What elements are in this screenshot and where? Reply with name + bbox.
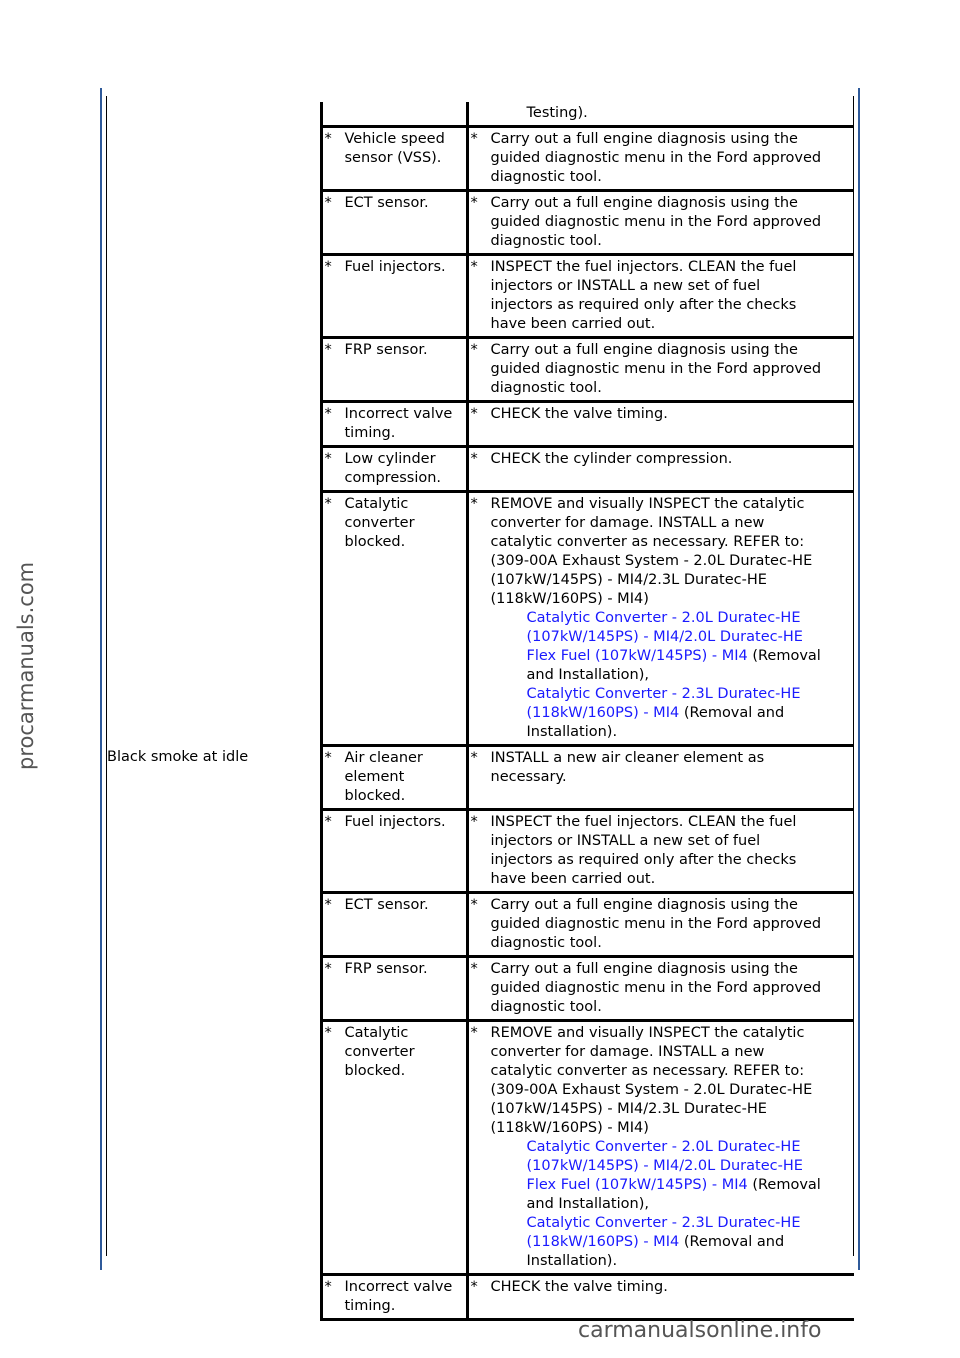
cause-cell	[321, 1021, 467, 1275]
action-line: guided diagnostic menu in the Ford approved	[490, 980, 822, 996]
symptom-cell	[106, 492, 321, 746]
action-line: (118kW/160PS) - MI4)	[490, 1120, 649, 1136]
action-line: have been carried out.	[490, 871, 656, 887]
reference-block	[491, 685, 821, 742]
table-row	[106, 447, 854, 492]
symptom-cell	[106, 127, 321, 191]
cause-item	[323, 960, 465, 979]
cause-line: Fuel injectors.	[344, 259, 446, 275]
page-frame-left	[100, 88, 102, 1270]
table-row	[106, 102, 854, 127]
symptom-cell	[106, 338, 321, 402]
action-cell	[467, 102, 854, 127]
action-cell	[467, 402, 854, 447]
bullet-star: *	[324, 195, 332, 211]
cause-item	[323, 258, 465, 277]
cause-line: Catalytic	[344, 496, 409, 512]
cause-line: timing.	[344, 425, 396, 441]
cause-line: Incorrect valve	[344, 406, 453, 422]
cause-line: compression.	[344, 470, 442, 486]
cause-line: converter	[344, 1044, 415, 1060]
action-item	[469, 258, 854, 334]
table-row	[106, 255, 854, 338]
cause-line: Catalytic	[344, 1025, 409, 1041]
bullet-star: *	[324, 406, 332, 422]
cause-line: Fuel injectors.	[344, 814, 446, 830]
table-row	[106, 1275, 854, 1320]
bullet-star: *	[470, 259, 478, 275]
cause-line: FRP sensor.	[344, 342, 428, 358]
bullet-star: *	[324, 451, 332, 467]
symptom-cell	[106, 102, 321, 127]
bullet-star: *	[324, 342, 332, 358]
symptom-cell	[106, 746, 321, 810]
reference-link[interactable]: Flex Fuel (107kW/145PS) - MI4	[526, 648, 748, 664]
action-line: Carry out a full engine diagnosis using the	[490, 897, 798, 913]
cause-item	[323, 450, 465, 488]
action-line: REMOVE and visually INSPECT the catalytic	[490, 1025, 805, 1041]
reference-link[interactable]: (107kW/145PS) - MI4/2.0L Duratec-HE	[526, 1158, 803, 1174]
cause-cell	[321, 102, 467, 127]
action-item	[469, 495, 854, 742]
bullet-star: *	[470, 1025, 478, 1041]
cause-cell	[321, 402, 467, 447]
action-line: guided diagnostic menu in the Ford approved	[490, 361, 822, 377]
cause-item	[323, 1024, 465, 1081]
cause-cell	[321, 255, 467, 338]
symptom-cell	[106, 1275, 321, 1320]
action-item	[469, 1024, 854, 1271]
action-cell	[467, 447, 854, 492]
cause-item	[323, 896, 465, 915]
cause-item	[323, 1278, 465, 1316]
action-item	[469, 194, 854, 251]
cause-line: timing.	[344, 1298, 396, 1314]
cause-item	[323, 194, 465, 213]
cause-cell	[321, 957, 467, 1021]
action-line: REMOVE and visually INSPECT the catalytic	[490, 496, 805, 512]
action-cell	[467, 957, 854, 1021]
action-item	[469, 341, 854, 398]
action-line: Carry out a full engine diagnosis using the	[490, 131, 798, 147]
reference-suffix: (Removal	[752, 648, 821, 664]
bullet-star: *	[470, 1279, 478, 1295]
cause-line: blocked.	[344, 788, 406, 804]
page-frame-right	[858, 88, 860, 1270]
diagnosis-table	[106, 102, 854, 1321]
reference-link[interactable]: Catalytic Converter - 2.0L Duratec-HE	[526, 1139, 801, 1155]
action-line: INSTALL a new air cleaner element as	[490, 750, 765, 766]
cause-line: Vehicle speed	[344, 131, 445, 147]
bullet-star: *	[324, 131, 332, 147]
action-line: diagnostic tool.	[490, 233, 602, 249]
action-line: (309-00A Exhaust System - 2.0L Duratec-HE	[490, 553, 813, 569]
bullet-spacer	[469, 104, 491, 123]
bullet-star: *	[470, 406, 478, 422]
cause-cell	[321, 447, 467, 492]
reference-suffix: and Installation),	[526, 1196, 649, 1212]
action-cell	[467, 492, 854, 746]
table-row	[106, 338, 854, 402]
cause-cell	[321, 127, 467, 191]
bullet-star: *	[470, 131, 478, 147]
action-line: CHECK the valve timing.	[490, 1279, 668, 1295]
cause-cell	[321, 492, 467, 746]
bullet-star: *	[324, 1279, 332, 1295]
action-cell	[467, 191, 854, 255]
bullet-star: *	[470, 342, 478, 358]
cause-line: ECT sensor.	[344, 195, 429, 211]
reference-block	[491, 1214, 821, 1271]
symptom-text: Black smoke at idle	[107, 748, 249, 765]
symptom-cell	[106, 810, 321, 893]
action-cell	[467, 127, 854, 191]
cause-line: Incorrect valve	[344, 1279, 453, 1295]
bullet-star: *	[470, 814, 478, 830]
action-item	[469, 749, 854, 787]
action-line: injectors or INSTALL a new set of fuel	[490, 278, 761, 294]
symptom-cell	[106, 957, 321, 1021]
bullet-star: *	[470, 897, 478, 913]
action-cell	[467, 1275, 854, 1320]
bullet-star: *	[324, 1025, 332, 1041]
bullet-star: *	[324, 496, 332, 512]
action-line: guided diagnostic menu in the Ford approved	[490, 916, 822, 932]
action-line: diagnostic tool.	[490, 935, 602, 951]
reference-suffix: Installation).	[526, 1253, 618, 1269]
action-line: (309-00A Exhaust System - 2.0L Duratec-HE	[490, 1082, 813, 1098]
cause-cell	[321, 810, 467, 893]
action-cell	[467, 810, 854, 893]
action-item	[469, 130, 854, 187]
bottom-watermark: carmanualsonline.info	[578, 1318, 822, 1343]
cause-item	[323, 813, 465, 832]
action-line: Carry out a full engine diagnosis using the	[490, 195, 798, 211]
action-line: diagnostic tool.	[490, 380, 602, 396]
action-line: injectors as required only after the checks	[490, 852, 797, 868]
cause-item	[323, 341, 465, 360]
action-line: Testing).	[526, 105, 588, 121]
side-watermark: procarmanuals.com	[14, 561, 38, 770]
action-line: have been carried out.	[490, 316, 656, 332]
table-row	[106, 1021, 854, 1275]
cause-line: converter	[344, 515, 415, 531]
action-item	[469, 1278, 854, 1297]
reference-link[interactable]: (107kW/145PS) - MI4/2.0L Duratec-HE	[526, 629, 803, 645]
bullet-star: *	[324, 961, 332, 977]
bullet-star: *	[470, 750, 478, 766]
action-line: Carry out a full engine diagnosis using the	[490, 961, 798, 977]
cause-line: blocked.	[344, 1063, 406, 1079]
cause-line: element	[344, 769, 405, 785]
action-line: Carry out a full engine diagnosis using the	[490, 342, 798, 358]
symptom-cell	[106, 191, 321, 255]
cause-line: Air cleaner	[344, 750, 423, 766]
action-line: (107kW/145PS) - MI4/2.3L Duratec-HE	[490, 1101, 767, 1117]
action-item	[469, 450, 854, 469]
reference-suffix: (Removal	[752, 1177, 821, 1193]
bullet-star: *	[324, 750, 332, 766]
cause-cell	[321, 338, 467, 402]
bullet-star: *	[470, 961, 478, 977]
action-line: guided diagnostic menu in the Ford approved	[490, 150, 822, 166]
action-line: catalytic converter as necessary. REFER to:	[490, 1063, 805, 1079]
action-cell	[467, 1021, 854, 1275]
bullet-star: *	[324, 259, 332, 275]
action-line: injectors as required only after the checks	[490, 297, 797, 313]
reference-link[interactable]: Catalytic Converter - 2.0L Duratec-HE	[526, 610, 801, 626]
action-line: CHECK the cylinder compression.	[490, 451, 733, 467]
cause-item	[323, 130, 465, 168]
symptom-cell	[106, 255, 321, 338]
table-row	[106, 191, 854, 255]
action-item	[469, 813, 854, 889]
action-line: diagnostic tool.	[490, 999, 602, 1015]
action-cell	[467, 893, 854, 957]
symptom-cell	[106, 1021, 321, 1275]
bullet-star: *	[324, 897, 332, 913]
action-line: CHECK the valve timing.	[490, 406, 668, 422]
cause-cell	[321, 893, 467, 957]
action-line: INSPECT the fuel injectors. CLEAN the fuel	[490, 814, 797, 830]
action-line: (118kW/160PS) - MI4)	[490, 591, 649, 607]
action-line: (107kW/145PS) - MI4/2.3L Duratec-HE	[490, 572, 767, 588]
symptom-cell	[106, 447, 321, 492]
cause-line: sensor (VSS).	[344, 150, 442, 166]
action-cell	[467, 746, 854, 810]
action-line: injectors or INSTALL a new set of fuel	[490, 833, 761, 849]
reference-suffix: (Removal and	[683, 705, 785, 721]
reference-link[interactable]: (118kW/160PS) - MI4	[526, 705, 680, 721]
reference-link[interactable]: Catalytic Converter - 2.3L Duratec-HE	[526, 1215, 801, 1231]
reference-block	[491, 609, 821, 685]
action-item	[469, 104, 854, 123]
symptom-cell	[106, 893, 321, 957]
reference-suffix: (Removal and	[683, 1234, 785, 1250]
cause-cell	[321, 1275, 467, 1320]
action-cell	[467, 338, 854, 402]
action-item	[469, 405, 854, 424]
cause-cell	[321, 191, 467, 255]
table-row	[106, 810, 854, 893]
table-row	[106, 402, 854, 447]
table-row	[106, 957, 854, 1021]
cause-item	[323, 405, 465, 443]
cause-cell	[321, 746, 467, 810]
action-cell	[467, 255, 854, 338]
reference-link[interactable]: Flex Fuel (107kW/145PS) - MI4	[526, 1177, 748, 1193]
action-line: INSPECT the fuel injectors. CLEAN the fuel	[490, 259, 797, 275]
cause-line: Low cylinder	[344, 451, 436, 467]
reference-link[interactable]: Catalytic Converter - 2.3L Duratec-HE	[526, 686, 801, 702]
action-item	[469, 960, 854, 1017]
action-line: necessary.	[490, 769, 567, 785]
cause-line: FRP sensor.	[344, 961, 428, 977]
symptom-cell	[106, 402, 321, 447]
reference-suffix: Installation).	[526, 724, 618, 740]
table-row	[106, 492, 854, 746]
reference-block	[491, 1138, 821, 1214]
table-row	[106, 746, 854, 810]
bullet-star: *	[470, 496, 478, 512]
action-line: diagnostic tool.	[490, 169, 602, 185]
bullet-star: *	[470, 195, 478, 211]
reference-link[interactable]: (118kW/160PS) - MI4	[526, 1234, 680, 1250]
action-line: converter for damage. INSTALL a new	[490, 1044, 765, 1060]
cause-item	[323, 749, 465, 806]
table-row	[106, 127, 854, 191]
action-line: catalytic converter as necessary. REFER to:	[490, 534, 805, 550]
diagnosis-table-body	[106, 102, 854, 1320]
cause-line: ECT sensor.	[344, 897, 429, 913]
action-line: converter for damage. INSTALL a new	[490, 515, 765, 531]
cause-line: blocked.	[344, 534, 406, 550]
bullet-star: *	[470, 451, 478, 467]
action-line: guided diagnostic menu in the Ford approved	[490, 214, 822, 230]
cause-item	[323, 495, 465, 552]
action-item	[469, 896, 854, 953]
bullet-star: *	[324, 814, 332, 830]
table-row	[106, 893, 854, 957]
reference-suffix: and Installation),	[526, 667, 649, 683]
